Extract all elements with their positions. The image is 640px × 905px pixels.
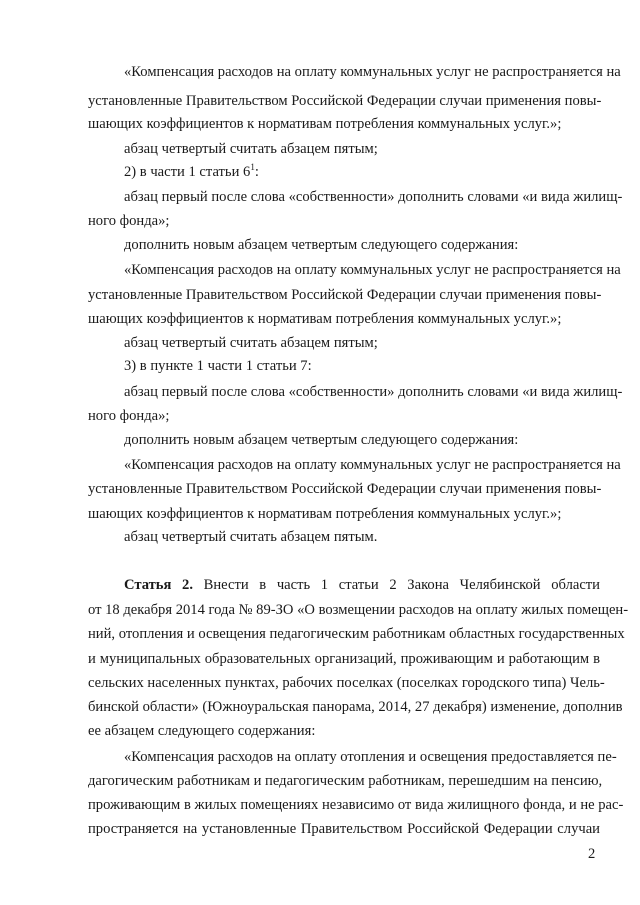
page-number: 2 [588,846,596,862]
text-line: шающих коэффициентов к нормативам потребления коммунальных услуг.»; [88,311,562,327]
text-line: и муниципальных образовательных организаций, проживающим и работающим в [88,651,600,667]
text-line: дополнить новым абзацем четвертым следующего содержания: [124,237,519,253]
text-line: установленные Правительством Российской Федерации случаи применения повы- [88,287,602,303]
text-line: шающих коэффициентов к нормативам потребления коммунальных услуг.»; [88,116,562,132]
text-line: ее абзацем следующего содержания: [88,723,316,739]
text-line: абзац четвертый считать абзацем пятым; [124,141,378,157]
text-line: «Компенсация расходов на оплату коммунальных услуг не распространяется на [124,64,621,80]
text-line: от 18 декабря 2014 года № 89-ЗО «О возмещении расходов на оплату жилых помещен- [88,602,629,618]
text-line: «Компенсация расходов на оплату коммунальных услуг не распространяется на [124,457,621,473]
article-heading: Статья 2. [124,577,193,593]
text-line: абзац первый после слова «собственности» дополнить словами «и вида жилищ- [124,384,623,400]
text-line: установленные Правительством Российской Федерации случаи применения повы- [88,481,602,497]
text-segment: 2) в части 1 статьи 6 [124,164,251,180]
text-line: установленные Правительством Российской Федерации случаи применения повы- [88,93,602,109]
text-segment: : [254,164,259,180]
text-line: абзац четвертый считать абзацем пятым; [124,335,378,351]
text-line: ного фонда»; [88,408,170,424]
text-segment: Внести в часть 1 статьи 2 Закона Челябинской области [203,577,600,593]
text-line: пространяется на установленные Правительством Российской Федерации случаи [88,821,600,837]
text-line: дополнить новым абзацем четвертым следующего содержания: [124,432,519,448]
superscript: 1 [250,162,255,173]
text-line: абзац четвертый считать абзацем пятым. [124,529,378,545]
text-line: сельских населенных пунктах, рабочих поселках (поселках городского типа) Чель- [88,675,605,691]
text-line: ного фонда»; [88,213,170,229]
text-line: ний, отопления и освещения педагогическим работникам областных государственных [88,626,625,642]
text-line: дагогическим работникам и педагогическим работникам, перешедшим на пенсию, [88,773,603,789]
text-line [124,163,600,181]
text-line: бинской области» (Южноуральская панорама, 2014, 27 декабря) изменение, дополнив [88,699,623,715]
text-line: «Компенсация расходов на оплату коммунальных услуг не распространяется на [124,262,621,278]
text-line: 3) в пункте 1 части 1 статьи 7: [124,358,312,374]
text-line: «Компенсация расходов на оплату отопления и освещения предоставляется пе- [124,749,617,765]
text-line: абзац первый после слова «собственности» дополнить словами «и вида жилищ- [124,189,623,205]
text-line [124,576,600,594]
text-line: проживающим в жилых помещениях независимо от вида жилищного фонда, и не рас- [88,797,624,813]
text-line: шающих коэффициентов к нормативам потребления коммунальных услуг.»; [88,506,562,522]
